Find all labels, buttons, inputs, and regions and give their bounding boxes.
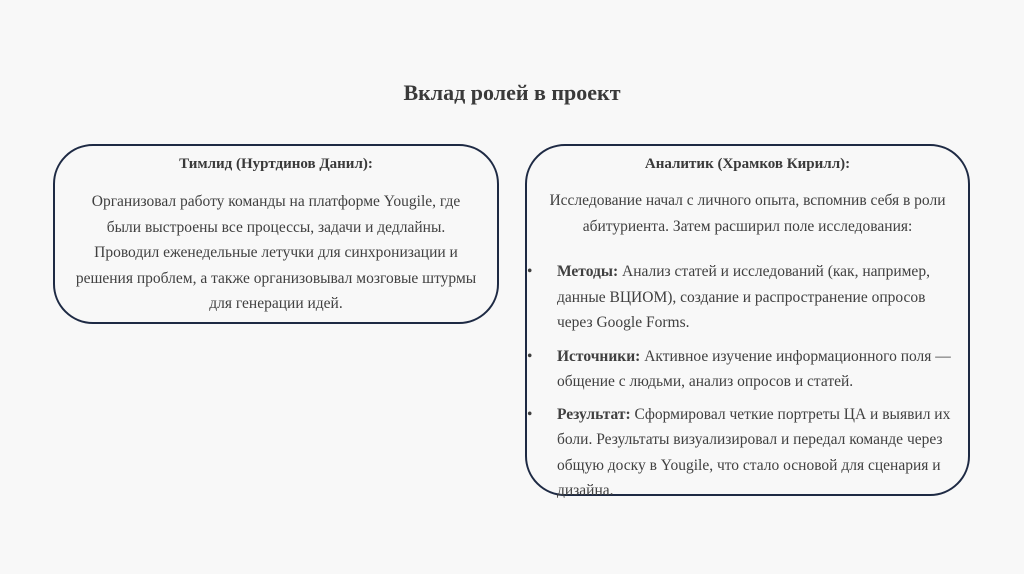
teamlead-card-heading: Тимлид (Нуртдинов Данил): — [179, 156, 373, 172]
bullet-dot-icon: • — [527, 347, 533, 365]
analyst-bullet-list — [527, 259, 952, 504]
bullet-methods — [527, 259, 952, 336]
bullet-sources — [527, 344, 952, 395]
teamlead-card — [53, 144, 499, 324]
slide-title: Вклад ролей в проект — [403, 80, 621, 105]
analyst-card — [525, 144, 970, 499]
bullet-methods-label: Методы: — [557, 263, 619, 280]
bullet-methods-text: Анализ статей и исследований (как, например, данные ВЦИОМ), создание и распространение опросов через Google Forms. — [557, 263, 930, 331]
analyst-card-intro: Исследование начал с личного опыта, вспомнив себя в роли абитуриента. Затем расширил поле исследования: — [549, 192, 946, 235]
bullet-sources-text: Активное изучение информационного поля — общение с людьми, анализ опросов и статей. — [557, 347, 951, 390]
bullet-result-label: Результат: — [557, 405, 631, 423]
bullet-result — [527, 402, 952, 504]
analyst-card-heading: Аналитик (Храмков Кирилл): — [644, 156, 851, 172]
bullet-sources-label: Источники: — [557, 347, 641, 365]
teamlead-card-text: Организовал работу команды на платформе Yougile, где были выстроены все процессы, задачи и дедлайны. Проводил еженедельные летучки для синхронизации и решения проблем, а также организовывал мозговые штурмы для генерации идей. — [75, 193, 477, 312]
bullet-dot-icon: • — [527, 263, 533, 280]
bullet-dot-icon: • — [527, 405, 533, 423]
bullet-result-text: Сформировал четкие портреты ЦА и выявил их боли. Результаты визуализировал и передал команде через общую доску в Yougile, что стало основой для сценария и дизайна. — [557, 405, 951, 499]
